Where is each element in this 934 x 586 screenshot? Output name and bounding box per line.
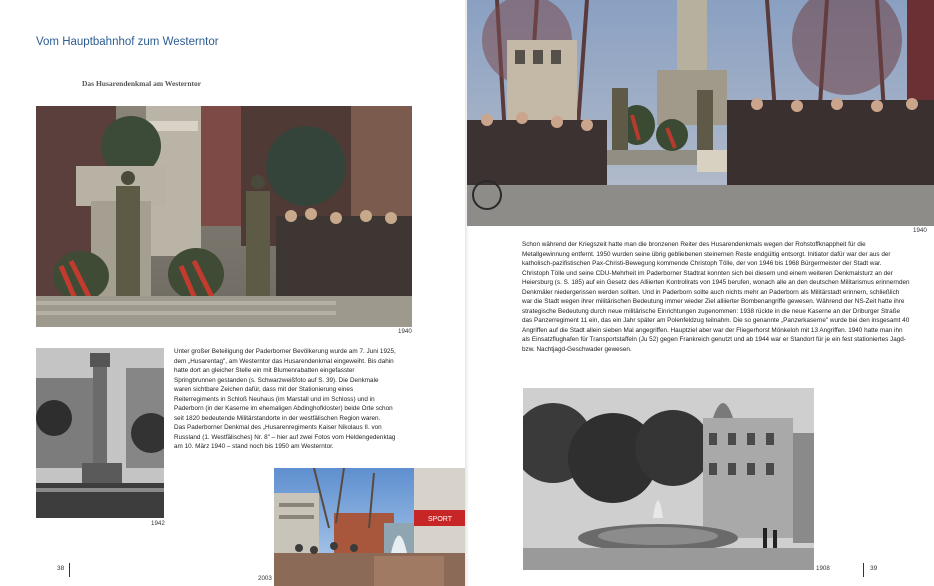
photo-husarendenkmal-1940-right [467, 0, 934, 226]
left-body-text [174, 347, 396, 452]
body-paragraph: Schon während der Kriegszeit hatte man die bronzenen Reiter des Husarendenkmals wegen der Rohstoffknappheit für die Metallgewinnung entfernt. 1950 wurden seine übrig gebliebenen steinernen Reste endgültig entsorgt. Initiator dafür war der aus der katholisch-pazifistischen Pax-Christi-Bewegung kommende Christoph Tölle, der von 1946 bis 1968 Bürgermeister der Stadt war. Christoph Tölle und seine CDU-Mehrheit im Paderborner Stadtrat konnten sich bei diesem und einem weiteren Denkmalsturz an der Heiersburg (s. S. 185) auf ein Gesetz des Alliierten Kontrollrats von 1945 berufen, wonach alle an den deutschen Militarismus erinnernden Denkmäler niedergerissen werden sollten. Und in Paderborn sollte auch nichts mehr an Paderborn als Militärstadt erinnern, schließlich war die Stadt wegen ihrer militärischen Bedeutung immer wieder Ziel alliierter Bombenangriffe gewesen. Während der NS-Zeit hatte ihre strategische Bedeutung durch neue militärische Einrichtungen zugenommen: 1938 rückte in die neue Kaserne an der Driburger Straße das Panzerregiment 11 ein, das ein Jahr später am Polenfeldzug teilnahm. Die so genannte „Panzerkaserne" wurde bei den insgesamt 40 Angriffen auf die Stadt allein sieben Mal angegriffen. Hauptziel aber war der Fliegerhorst Mönkeloh mit 13 Angriffen. 1940 hatte man ihn als Einsatzflughafen für Transportstaffeln (Ju 52) gegen Frankreich genutzt und ab 1944 war er Standort für je ein fest stationiertes Jagd- bzw. Nachtjagd-Geschwader gewesen. [522, 241, 910, 354]
caption-year: 1908 [816, 565, 830, 572]
page-number-rule [863, 563, 864, 577]
page-number-rule [69, 563, 70, 577]
caption-year: 2003 [258, 575, 272, 582]
caption-year: 1940 [913, 227, 927, 234]
body-paragraph: Das Paderborner Denkmal des „Husarenregiments Kaiser Nikolaus II. von Russland (1. Westfälisches) Nr. 8" – hier auf zwei Fotos vom Heldengedenktag am 10. März 1940 – stand noch bis 1950 am Westerntor. [174, 424, 396, 451]
caption-year: 1940 [398, 328, 412, 335]
photo-husarendenkmal-1942-bw [36, 348, 164, 518]
photo-westerntor-1908-bw [523, 388, 814, 570]
section-title: Das Husarendenkmal am Westerntor [82, 79, 202, 88]
page-number: 39 [870, 565, 878, 572]
right-body-text [522, 240, 910, 355]
chapter-title: Vom Hauptbahnhof zum Westerntor [36, 36, 219, 48]
page-number: 38 [57, 565, 65, 572]
caption-year: 1942 [151, 520, 165, 527]
shop-sign: SPORT [428, 516, 452, 523]
photo-husarendenkmal-1940-left [36, 106, 412, 327]
photo-westerntor-2003 [274, 468, 467, 586]
body-paragraph: Unter großer Beteiligung der Paderborner Bevölkerung wurde am 7. Juni 1925, dem „Husarentag", am Westerntor das Husarendenkmal eingeweiht. Bis dahin hatte dort an gleicher Stelle ein mit Blumenrabatten eingefasster Springbrunnen gestanden (s. Schwarzweißfoto auf S. 39). Die Denkmale waren sichtbare Zeichen dafür, dass mit der Stationierung eines Reiterregiments in Schloß Neuhaus (im Marstall und im Schloss) und in Paderborn (in der Kaserne im ehemaligen Abdinghofkloster) beide Orte schon seit 1820 bedeutende Militärstandorte in der westfälischen Region waren. [174, 348, 396, 422]
